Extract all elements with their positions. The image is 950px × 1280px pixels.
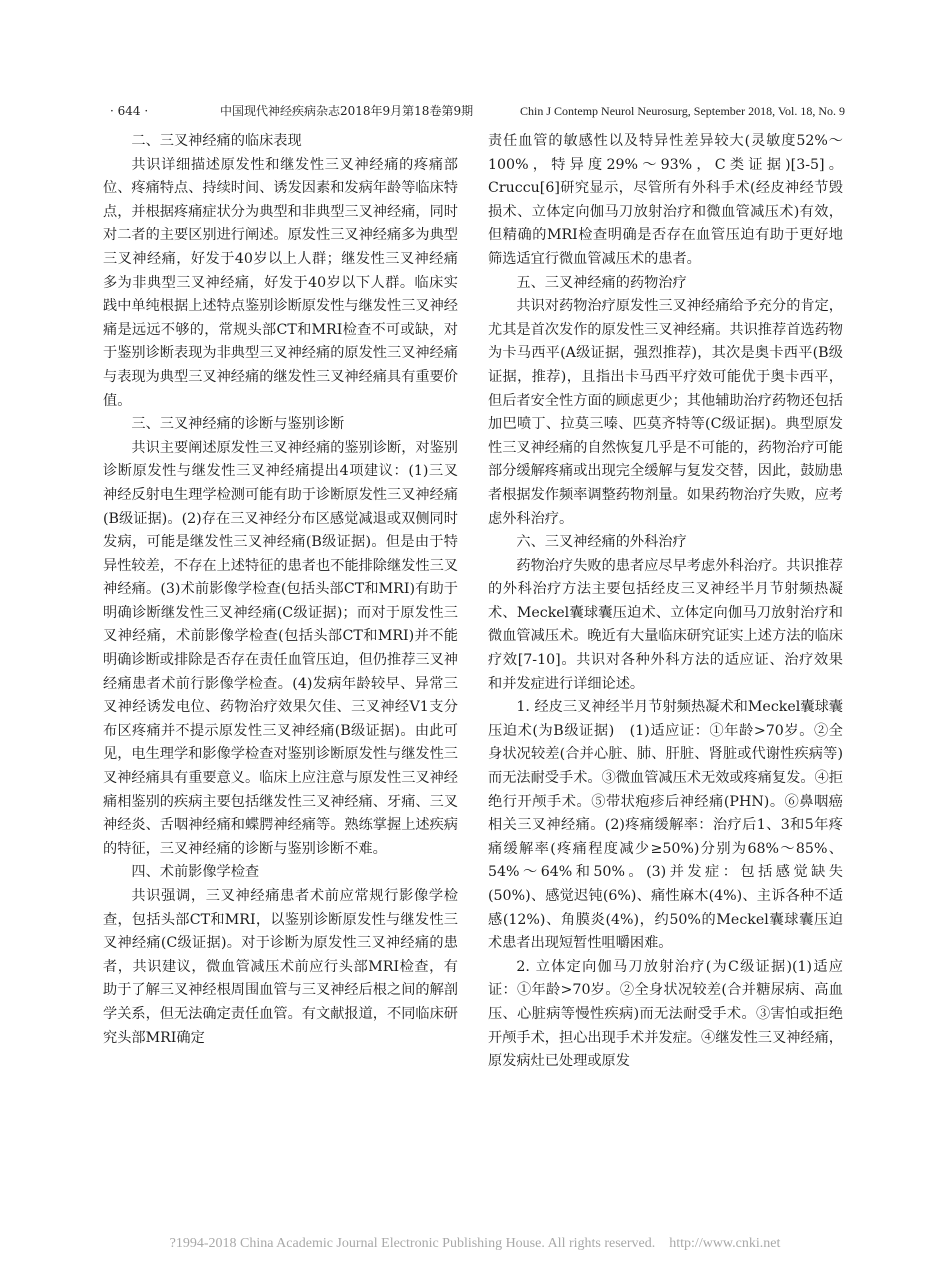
paragraph: 1. 经皮三叉神经半月节射频热凝术和Meckel囊球囊压迫术(为B级证据) (1)适应证：①年龄>70岁。②全身状况较差(合并心脏、肺、肝脏、肾脏或代谢性疾病等)而无法耐受手术。③微血管减压术无效或疼痛复发。④拒绝行开颅手术。⑤带状疱疹后神经痛(PHN)。⑥鼻咽癌相关三叉神经痛。(2)疼痛缓解率：治疗后1、3和5年疼痛缓解率(疼痛程度减少≥50%)分别为68%～85%、54%～64%和50%。(3)并发症：包括感觉缺失(50%)、感觉迟钝(6%)、痛性麻木(4%)、主诉各种不适感(12%)、角膜炎(4%)，约50%的Meckel囊球囊压迫术患者出现短暂性咀嚼困难。	[488, 699, 843, 952]
page-header	[110, 100, 845, 122]
left-column	[103, 130, 458, 1050]
section-title-diagnosis: 三、三叉神经痛的诊断与鉴别诊断	[131, 416, 345, 433]
paragraph: 共识详细描述原发性和继发性三叉神经痛的疼痛部位、疼痛特点、持续时间、诱发因素和发病年龄等临床特点，并根据疼痛症状分为典型和非典型三叉神经痛，同时对二者的主要区别进行阐述。原发性三叉神经痛多为典型三叉神经痛，好发于40岁以上人群；继发性三叉神经痛多为非典型三叉神经痛，好发于40岁以下人群。临床实践中单纯根据上述特点鉴别诊断原发性与继发性三叉神经痛是远远不够的，常规头部CT和MRI检查不可或缺，对于鉴别诊断表现为非典型三叉神经痛的原发性三叉神经痛与表现为典型三叉神经痛的继发性三叉神经痛具有重要价值。	[103, 156, 458, 409]
right-column	[488, 130, 843, 1074]
journal-title-en: Chin J Contemp Neurol Neurosurg, September 2018, Vol. 18, No. 9	[520, 104, 845, 118]
section-title-surgery: 六、三叉神经痛的外科治疗	[516, 534, 687, 551]
paragraph: 药物治疗失败的患者应尽早考虑外科治疗。共识推荐的外科治疗方法主要包括经皮三叉神经半月节射频热凝术、Meckel囊球囊压迫术、立体定向伽马刀放射治疗和微血管减压术。晚近有大量临床研究证实上述方法的临床疗效[7-10]。共识对各种外科方法的适应证、治疗效果和并发症进行详细论述。	[488, 557, 843, 692]
copyright-footer: ?1994-2018 China Academic Journal Electronic Publishing House. All rights reserved. http://www.cnki.net	[169, 1236, 781, 1251]
page-number: · 644 ·	[110, 104, 149, 118]
paragraph-continued: 责任血管的敏感性以及特异性差异较大(灵敏度52%～100%，特异度29%～93%，C类证据)[3-5]。Cruccu[6]研究显示，尽管所有外科手术(经皮神经节毁损术、立体定向伽马刀放射治疗和微血管减压术)有效，但精确的MRI检查明确是否存在血管压迫有助于更好地筛选适宜行微血管减压术的患者。	[488, 133, 843, 267]
paragraph: 共识强调，三叉神经痛患者术前应常规行影像学检查，包括头部CT和MRI，以鉴别诊断原发性与继发性三叉神经痛(C级证据)。对于诊断为原发性三叉神经痛的患者，共识建议，微血管减压术前应行头部MRI检查，有助于了解三叉神经根周围血管与三叉神经后根之间的解剖学关系，但无法确定责任血管。有文献报道，不同临床研究头部MRI确定	[103, 888, 458, 1046]
paragraph: 共识对药物治疗原发性三叉神经痛给予充分的肯定，尤其是首次发作的原发性三叉神经痛。共识推荐首选药物为卡马西平(A级证据，强烈推荐)，其次是奥卡西平(B级证据，推荐)，且指出卡马西平疗效可能优于奥卡西平，但后者安全性方面的顾虑更少；其他辅助治疗药物还包括加巴喷丁、拉莫三嗪、匹莫齐特等(C级证据)。典型原发性三叉神经痛的自然恢复几乎是不可能的，药物治疗可能部分缓解疼痛或出现完全缓解与复发交替，因此，鼓励患者根据发作频率调整药物剂量。如果药物治疗失败，应考虑外科治疗。	[488, 298, 843, 527]
journal-title-cn: 中国现代神经疾病杂志2018年9月第18卷第9期	[220, 104, 474, 118]
section-title-imaging: 四、术前影像学检查	[131, 864, 260, 881]
paragraph: 2. 立体定向伽马刀放射治疗(为C级证据)(1)适应证：①年龄>70岁。②全身状况较差(合并糖尿病、高血压、心脏病等慢性疾病)而无法耐受手术。③害怕或拒绝开颅手术，担心出现手术并发症。④继发性三叉神经痛，原发病灶已处理或原发	[488, 958, 843, 1070]
section-title-drug-therapy: 五、三叉神经痛的药物治疗	[516, 274, 687, 291]
section-title-clinical: 二、三叉神经痛的临床表现	[131, 133, 302, 149]
paragraph: 共识主要阐述原发性三叉神经痛的鉴别诊断，对鉴别诊断原发性与继发性三叉神经痛提出4项建议：(1)三叉神经反射电生理学检测可能有助于诊断原发性三叉神经痛(B级证据)。(2)存在三叉神经分布区感觉减退或双侧同时发病，可能是继发性三叉神经痛(B级证据)。但是由于特异性较差，不存在上述特征的患者也不能排除继发性三叉神经痛。(3)术前影像学检查(包括头部CT和MRI)有助于明确诊断继发性三叉神经痛(C级证据)；而对于原发性三叉神经痛，术前影像学检查(包括头部CT和MRI)并不能明确诊断或排除是否存在责任血管压迫，但仍推荐三叉神经痛患者术前行影像学检查。(4)发病年龄较早、异常三叉神经诱发电位、药物治疗效果欠佳、三叉神经V1支分布区疼痛并不提示原发性三叉神经痛(B级证据)。由此可见，电生理学和影像学检查对鉴别诊断原发性与继发性三叉神经痛具有重要意义。临床上应注意与原发性三叉神经痛相鉴别的疾病主要包括继发性三叉神经痛、牙痛、三叉神经炎、舌咽神经痛和蝶腭神经痛等。熟练掌握上述疾病的特征，三叉神经痛的诊断与鉴别诊断不难。	[103, 439, 458, 857]
